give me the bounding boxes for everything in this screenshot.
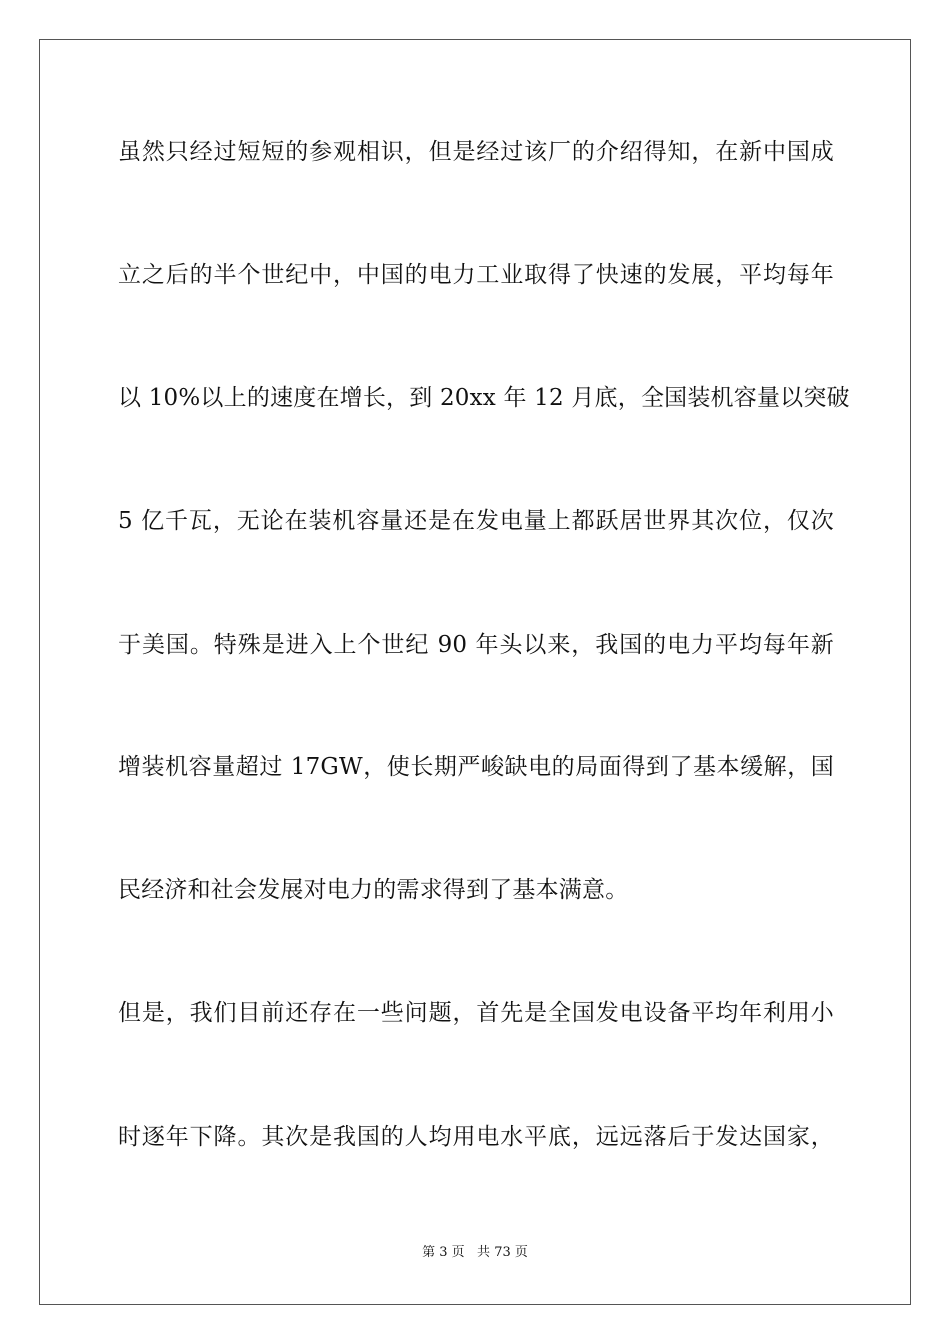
page-border (39, 39, 911, 1305)
paragraph-line: 5 亿千瓦，无论在装机容量还是在发电量上都跃居世界其次位，仅次 (118, 508, 834, 534)
paragraph-line: 立之后的半个世纪中，中国的电力工业取得了快速的发展，平均每年 (118, 262, 834, 288)
paragraph-line: 虽然只经过短短的参观相识，但是经过该厂的介绍得知，在新中国成 (118, 139, 834, 165)
paragraph-line: 以 10%以上的速度在增长，到 20xx 年 12 月底，全国装机容量以突破 (118, 385, 850, 411)
paragraph-line: 时逐年下降。其次是我国的人均用电水平底，远远落后于发达国家， (118, 1124, 834, 1150)
paragraph-line: 增装机容量超过 17GW，使长期严峻缺电的局面得到了基本缓解，国 (118, 754, 834, 780)
page-number-footer: 第 3 页 共 73 页 (422, 1245, 528, 1260)
paragraph-line: 于美国。特殊是进入上个世纪 90 年头以来，我国的电力平均每年新 (118, 632, 834, 658)
paragraph-line: 民经济和社会发展对电力的需求得到了基本满意。 (118, 877, 629, 903)
paragraph-line: 但是，我们目前还存在一些问题，首先是全国发电设备平均年利用小 (118, 1000, 834, 1026)
